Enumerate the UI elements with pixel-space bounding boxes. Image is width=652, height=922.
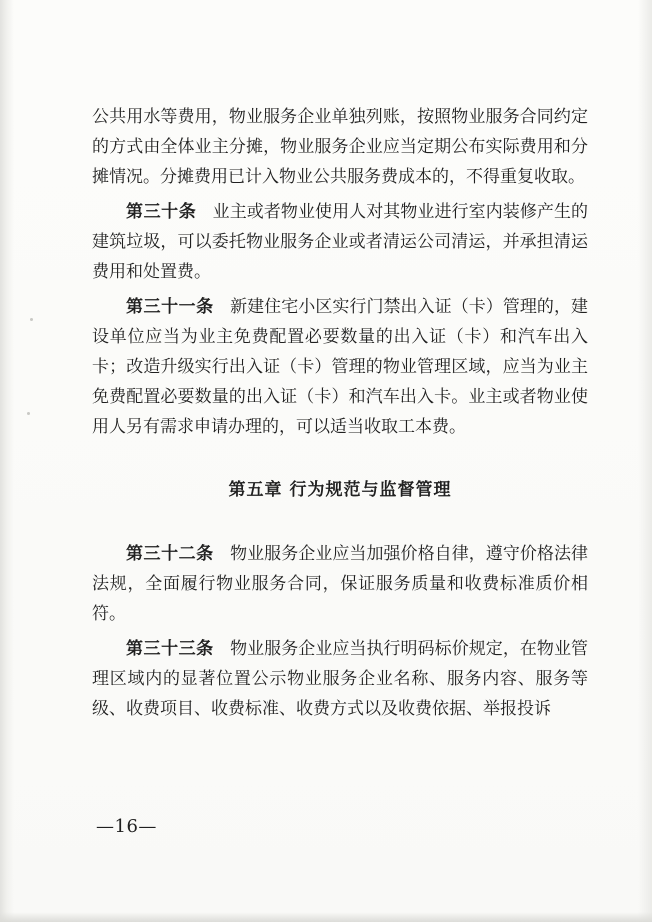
article-text: 物业服务企业应当加强价格自律，遵守价格法律法规，全面履行物业服务合同，保证服务质量和收费标准质价相符。 [92,544,589,624]
paragraph-continuation [92,102,588,192]
scan-speck [27,412,30,415]
article-number: 第三十条 [126,202,197,222]
article-text: 新建住宅小区实行门禁出入证（卡）管理的，建设单位应当为业主免费配置必要数量的出入证（卡）和汽车出入卡；改造升级实行出入证（卡）管理的物业管理区域，应当为业主免费配置必要数量的出入证（卡）和汽车出入卡。业主或者物业使用人另有需求申请办理的，可以适当收取工本费。 [92,297,589,437]
scan-shadow-right [638,0,652,922]
article-number: 第三十一条 [126,297,214,317]
article-number: 第三十二条 [126,544,214,564]
article-text: 物业服务企业应当执行明码标价规定，在物业管理区域内的显著位置公示物业服务企业名称、服务内容、服务等级、收费项目、收费标准、收费方式以及收费依据、举报投诉 [92,639,589,719]
article-33 [92,634,588,724]
article-text: 业主或者物业使用人对其物业进行室内装修产生的建筑垃圾，可以委托物业服务企业或者清运公司清运，并承担清运费用和处置费。 [92,202,589,282]
chapter-title: 第五章 行为规范与监督管理 [228,480,452,500]
article-30 [92,197,588,287]
scan-shadow-bottom [0,912,652,922]
scan-speck [30,318,33,321]
document-body [92,102,588,724]
article-number: 第三十三条 [126,639,214,659]
article-31 [92,292,588,442]
paragraph-text: 公共用水等费用，物业服务企业单独列账，按照物业服务合同约定的方式由全体业主分摊，物业服务企业应当定期公布实际费用和分摊情况。分摊费用已计入物业公共服务费成本的，不得重复收取。 [92,107,588,187]
article-32 [92,539,588,629]
page-number: —16— [96,816,157,837]
scan-shadow-left [0,0,14,922]
